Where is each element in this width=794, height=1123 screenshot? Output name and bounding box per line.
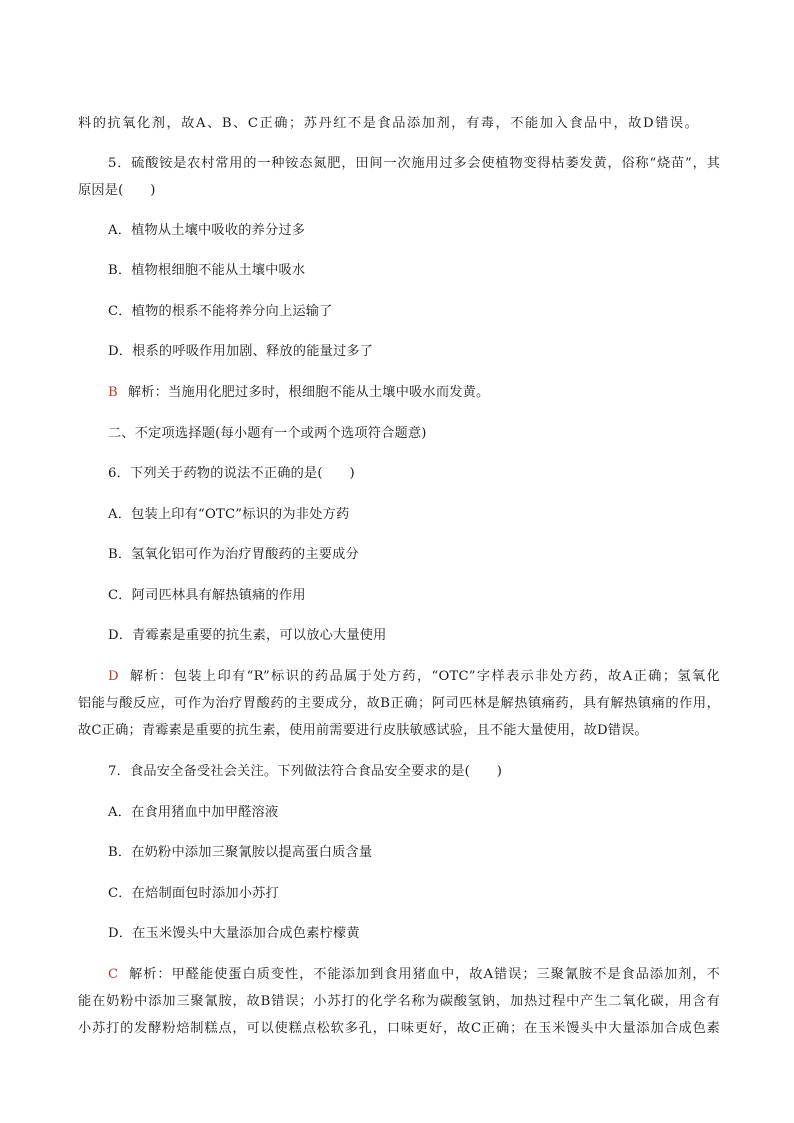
top-fragment-text: 料的抗氧化剂，故A、B、C正确；苏丹红不是食品添加剂，有毒，不能加入食品中，故D错误。: [78, 116, 698, 131]
q7-answer-letter: C: [108, 967, 119, 982]
q6-option-c: C．阿司匹林具有解热镇痛的作用: [108, 588, 306, 603]
q7-analysis-line1: [108, 965, 720, 985]
q5-answer-letter: B: [108, 385, 118, 400]
q5-option-b: B．植物根细胞不能从土壤中吸水: [108, 263, 306, 278]
q5-option-c: C．植物的根系不能将养分向上运输了: [108, 304, 333, 319]
q5-analysis: 解析：当施用化肥过多时，根细胞不能从土壤中吸水而发黄。: [127, 385, 490, 400]
q6-option-d: D．青霉素是重要的抗生素，可以放心大量使用: [108, 628, 387, 643]
q7-option-b: B．在奶粉中添加三聚氰胺以提高蛋白质含量: [108, 845, 373, 860]
q5-stem-line2: 原因是( ): [78, 183, 156, 198]
q6-option-a: A．包装上印有“OTC”标识的为非处方药: [108, 507, 350, 522]
q6-analysis-text1: 解析：包装上印有“R”标识的药品属于处方药，“OTC”字样表示非处方药，故A正确；氢氧化: [128, 669, 720, 684]
q5-answer-row: [108, 383, 720, 403]
q5-option-a: A．植物从土壤中吸收的养分过多: [108, 223, 306, 238]
q6-analysis-line2: 铝能与酸反应，可作为治疗胃酸药的主要成分，故B正确；阿司匹林是解热镇痛药，具有解热镇痛的作用，: [78, 696, 720, 711]
q7-analysis-line2: 能在奶粉中添加三聚氰胺，故B错误；小苏打的化学名称为碳酸氢钠，加热过程中产生二氧化碳，用含有: [78, 994, 720, 1009]
q7-option-d: D．在玉米馒头中大量添加合成色素柠檬黄: [108, 926, 360, 941]
q5-stem-line1: 5．硫酸铵是农村常用的一种铵态氮肥，田间一次施用过多会使植物变得枯萎发黄，俗称“烧苗”，其: [108, 156, 720, 171]
q6-option-b: B．氢氧化铝可作为治疗胃酸药的主要成分: [108, 547, 359, 562]
q7-stem: 7．食品安全备受社会关注。下列做法符合食品安全要求的是( ): [108, 764, 503, 779]
q6-analysis-line3: 故C正确；青霉素是重要的抗生素，使用前需要进行皮肤敏感试验，且不能大量使用，故D错误。: [78, 723, 648, 738]
q7-option-c: C．在焙制面包时添加小苏打: [108, 886, 279, 901]
q5-option-d: D．根系的呼吸作用加剧、释放的能量过多了: [108, 344, 374, 359]
q6-stem: 6．下列关于药物的说法不正确的是( ): [108, 466, 355, 481]
q6-answer-letter: D: [108, 669, 119, 684]
section2-title: 二、不定项选择题(每小题有一个或两个选项符合题意): [108, 426, 427, 441]
q7-option-a: A．在食用猪血中加甲醛溶液: [108, 805, 279, 820]
q6-analysis-line1: [108, 667, 720, 687]
q7-analysis-text1: 解析：甲醛能使蛋白质变性，不能添加到食用猪血中，故A错误；三聚氰胺不是食品添加剂，不: [128, 967, 720, 982]
q7-analysis-line3: 小苏打的发酵粉焙制糕点，可以使糕点松软多孔，口味更好，故C正确；在玉米馒头中大量添加合成色素: [78, 1021, 720, 1036]
